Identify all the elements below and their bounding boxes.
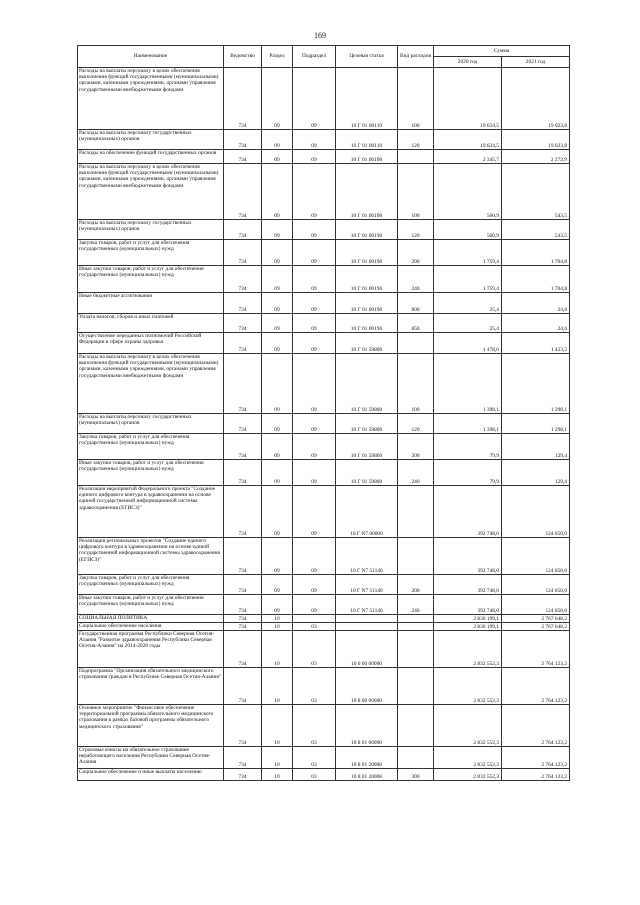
cell-sum-2020: 2 836 199,1 xyxy=(434,623,502,631)
cell-podrazdel: 09 xyxy=(293,460,336,486)
cell-name: Расходы на выплаты персоналу в целях обеспечения выполнения функций государственными (муниципальными) органами, казенными учреждениями, органами управления государственными внебюджетными фондами xyxy=(78,354,224,414)
table-row xyxy=(78,240,570,266)
cell-razdel: 09 xyxy=(262,575,293,595)
cell-podrazdel: 09 xyxy=(293,333,336,354)
cell-name: Расходы на обеспечение функций государственных органов xyxy=(78,150,224,164)
cell-sum-2021: 124 850,0 xyxy=(502,575,570,595)
table-row xyxy=(78,747,570,769)
cell-sum-2020: 560,9 xyxy=(434,164,502,220)
cell-podrazdel: 09 xyxy=(293,164,336,220)
cell-tselevaya-statya: 10 0 00 00000 xyxy=(336,631,398,668)
header-razdel: Раздел xyxy=(262,46,293,68)
cell-tselevaya-statya: 10 Г 01 00110 xyxy=(336,130,398,150)
cell-vid-rashodov xyxy=(398,333,434,354)
cell-vid-rashodov xyxy=(398,538,434,575)
cell-sum-2021: 1 704,8 xyxy=(502,240,570,266)
cell-sum-2021: 1 704,8 xyxy=(502,266,570,293)
cell-tselevaya-statya: 10 Г N7 51140 xyxy=(336,538,398,575)
cell-podrazdel: 09 xyxy=(293,354,336,414)
cell-tselevaya-statya xyxy=(336,623,398,631)
cell-vid-rashodov: 800 xyxy=(398,293,434,314)
cell-vid-rashodov xyxy=(398,747,434,769)
cell-tselevaya-statya: 10 Г 01 00190 xyxy=(336,150,398,164)
cell-name: Расходы на выплаты персоналу в целях обеспечения выполнения функций государственными (муниципальными) органами, казенными учреждениями, органами управления государственными внебюджетными фондами xyxy=(78,68,224,130)
header-name: Наименование xyxy=(78,46,224,68)
cell-vedomstvo: 734 xyxy=(224,575,262,595)
cell-sum-2020: 79,9 xyxy=(434,434,502,460)
cell-sum-2020: 2 832 552,3 xyxy=(434,668,502,705)
header-podrazdel: Подраздел xyxy=(293,46,336,68)
cell-podrazdel: 03 xyxy=(293,623,336,631)
cell-tselevaya-statya: 10 Г 01 59800 xyxy=(336,333,398,354)
header-year-2021: 2021 год xyxy=(502,57,570,68)
table-row xyxy=(78,631,570,668)
cell-name: Расходы на выплаты персоналу в целях обеспечения выполнения функций государственными (муниципальными) органами, казенными учреждениями, органами управления государственными внебюджетными фондами xyxy=(78,164,224,220)
table-row xyxy=(78,595,570,615)
cell-razdel: 10 xyxy=(262,769,293,781)
cell-vid-rashodov: 120 xyxy=(398,130,434,150)
cell-podrazdel: 09 xyxy=(293,314,336,333)
cell-podrazdel: 03 xyxy=(293,668,336,705)
cell-podrazdel: 09 xyxy=(293,486,336,538)
cell-vedomstvo: 734 xyxy=(224,333,262,354)
table-row xyxy=(78,623,570,631)
cell-sum-2020: 1 398,1 xyxy=(434,414,502,434)
cell-sum-2020: 392 748,0 xyxy=(434,486,502,538)
cell-vid-rashodov xyxy=(398,150,434,164)
cell-vid-rashodov: 200 xyxy=(398,434,434,460)
cell-sum-2021: 129,4 xyxy=(502,460,570,486)
table-row xyxy=(78,460,570,486)
cell-sum-2020: 2 832 552,3 xyxy=(434,631,502,668)
cell-tselevaya-statya: 10 Г 01 59800 xyxy=(336,460,398,486)
cell-name: Уплата налогов, сборов и иных платежей xyxy=(78,314,224,333)
cell-razdel: 09 xyxy=(262,333,293,354)
cell-razdel: 09 xyxy=(262,68,293,130)
cell-sum-2020: 19 634,5 xyxy=(434,68,502,130)
cell-vid-rashodov: 100 xyxy=(398,164,434,220)
cell-sum-2020: 25,4 xyxy=(434,314,502,333)
cell-name: Реализация региональных проектов "Создание единого цифрового контура в здравоохранении на основе единой государственной информационной системы здравоохранения (ЕГИСЗ)" xyxy=(78,538,224,575)
table-row xyxy=(78,220,570,240)
table-row xyxy=(78,150,570,164)
cell-razdel: 09 xyxy=(262,130,293,150)
cell-tselevaya-statya: 10 Г 01 00190 xyxy=(336,266,398,293)
cell-vedomstvo: 734 xyxy=(224,705,262,747)
cell-sum-2021: 2 272,9 xyxy=(502,150,570,164)
cell-tselevaya-statya: 10 Г 01 00190 xyxy=(336,293,398,314)
cell-sum-2020: 1 759,4 xyxy=(434,240,502,266)
cell-sum-2021: 1 298,1 xyxy=(502,414,570,434)
cell-name: Закупка товаров, работ и услуг для обеспечения государственных (муниципальных) нужд xyxy=(78,240,224,266)
cell-tselevaya-statya: 10 Г 01 00110 xyxy=(336,68,398,130)
cell-podrazdel: 09 xyxy=(293,538,336,575)
cell-razdel: 10 xyxy=(262,623,293,631)
cell-name: СОЦИАЛЬНАЯ ПОЛИТИКА xyxy=(78,615,224,623)
cell-name: Иные закупки товаров, работ и услуг для обеспечения государственных (муниципальных) нужд xyxy=(78,266,224,293)
cell-podrazdel: 09 xyxy=(293,434,336,460)
header-summa: Сумма xyxy=(434,46,570,57)
cell-podrazdel: 03 xyxy=(293,705,336,747)
cell-sum-2021: 2 764 123,2 xyxy=(502,668,570,705)
cell-razdel: 09 xyxy=(262,240,293,266)
cell-vedomstvo: 734 xyxy=(224,220,262,240)
cell-sum-2020: 1 759,4 xyxy=(434,266,502,293)
cell-vid-rashodov xyxy=(398,705,434,747)
cell-vedomstvo: 734 xyxy=(224,266,262,293)
cell-razdel: 09 xyxy=(262,434,293,460)
cell-tselevaya-statya: 10 8 01 20008 xyxy=(336,747,398,769)
table-row xyxy=(78,293,570,314)
cell-vedomstvo: 734 xyxy=(224,615,262,623)
cell-razdel: 09 xyxy=(262,595,293,615)
header-vedomstvo: Ведомство xyxy=(224,46,262,68)
cell-tselevaya-statya: 10 8 01 20008 xyxy=(336,769,398,781)
cell-name: Иные закупки товаров, работ и услуг для обеспечения государственных (муниципальных) нужд xyxy=(78,460,224,486)
cell-podrazdel: 03 xyxy=(293,769,336,781)
cell-razdel: 10 xyxy=(262,631,293,668)
cell-razdel: 09 xyxy=(262,538,293,575)
cell-vedomstvo: 734 xyxy=(224,631,262,668)
cell-name: Закупка товаров, работ и услуг для обеспечения государственных (муниципальных) нужд xyxy=(78,434,224,460)
table-row xyxy=(78,538,570,575)
table-row xyxy=(78,434,570,460)
cell-podrazdel: 09 xyxy=(293,595,336,615)
table-row xyxy=(78,314,570,333)
page-number: 169 xyxy=(314,31,326,40)
cell-sum-2021: 129,4 xyxy=(502,434,570,460)
cell-sum-2021: 124 850,0 xyxy=(502,486,570,538)
cell-sum-2021: 2 767 648,2 xyxy=(502,623,570,631)
cell-podrazdel: 09 xyxy=(293,68,336,130)
cell-vedomstvo: 734 xyxy=(224,460,262,486)
cell-tselevaya-statya: 10 Г N7 51140 xyxy=(336,595,398,615)
cell-podrazdel: 03 xyxy=(293,747,336,769)
cell-vid-rashodov: 200 xyxy=(398,575,434,595)
cell-name: Основное мероприятие "Финансовое обеспечение территориальной программы обязательного медицинского страхования в рамках базовой программы обязательного медицинского страхования" xyxy=(78,705,224,747)
cell-vid-rashodov: 100 xyxy=(398,354,434,414)
cell-vedomstvo: 734 xyxy=(224,623,262,631)
cell-sum-2020: 19 634,5 xyxy=(434,130,502,150)
cell-sum-2021: 2 764 123,2 xyxy=(502,631,570,668)
cell-sum-2020: 2 345,7 xyxy=(434,150,502,164)
cell-razdel: 09 xyxy=(262,486,293,538)
cell-vid-rashodov xyxy=(398,668,434,705)
table-row xyxy=(78,164,570,220)
cell-sum-2021: 1 298,1 xyxy=(502,354,570,414)
header-vid-rashodov: Вид расходов xyxy=(398,46,434,68)
cell-vid-rashodov: 120 xyxy=(398,220,434,240)
cell-razdel: 09 xyxy=(262,150,293,164)
cell-vedomstvo: 734 xyxy=(224,240,262,266)
cell-sum-2021: 124 850,0 xyxy=(502,538,570,575)
cell-vid-rashodov: 850 xyxy=(398,314,434,333)
table-row xyxy=(78,769,570,781)
cell-razdel: 09 xyxy=(262,164,293,220)
cell-vedomstvo: 734 xyxy=(224,68,262,130)
table-row xyxy=(78,615,570,623)
cell-vid-rashodov: 240 xyxy=(398,460,434,486)
table-row xyxy=(78,266,570,293)
table-row xyxy=(78,130,570,150)
cell-razdel: 09 xyxy=(262,460,293,486)
cell-vid-rashodov: 240 xyxy=(398,266,434,293)
cell-razdel: 09 xyxy=(262,220,293,240)
cell-sum-2020: 392 748,0 xyxy=(434,575,502,595)
cell-vid-rashodov xyxy=(398,631,434,668)
cell-sum-2021: 24,6 xyxy=(502,314,570,333)
cell-sum-2021: 2 764 123,2 xyxy=(502,769,570,781)
cell-name: Иные бюджетные ассигнования xyxy=(78,293,224,314)
cell-razdel: 09 xyxy=(262,293,293,314)
cell-tselevaya-statya: 10 Г 01 59800 xyxy=(336,414,398,434)
table-row xyxy=(78,705,570,747)
cell-razdel: 09 xyxy=(262,314,293,333)
cell-podrazdel: 09 xyxy=(293,266,336,293)
cell-vedomstvo: 734 xyxy=(224,747,262,769)
cell-vedomstvo: 734 xyxy=(224,668,262,705)
cell-vid-rashodov: 100 xyxy=(398,68,434,130)
cell-razdel: 10 xyxy=(262,747,293,769)
cell-name: Подпрограмма "Организация обязательного медицинского страхования граждан в Республике Северная Осетия-Алания" xyxy=(78,668,224,705)
cell-vedomstvo: 734 xyxy=(224,538,262,575)
cell-tselevaya-statya: 10 Г N7 00000 xyxy=(336,486,398,538)
cell-podrazdel: 09 xyxy=(293,240,336,266)
table-row xyxy=(78,668,570,705)
cell-sum-2021: 2 767 648,2 xyxy=(502,615,570,623)
table-row xyxy=(78,354,570,414)
cell-vedomstvo: 734 xyxy=(224,354,262,414)
cell-name: Страховые взносы на обязательное страхование неработающего населения Республики Северная Осетия-Алания xyxy=(78,747,224,769)
cell-name: Иные закупки товаров, работ и услуг для обеспечения государственных (муниципальных) нужд xyxy=(78,595,224,615)
cell-name: Социальное обеспечение и иные выплаты населению xyxy=(78,769,224,781)
cell-sum-2020: 392 748,0 xyxy=(434,538,502,575)
cell-name: Социальное обеспечение населения xyxy=(78,623,224,631)
cell-vedomstvo: 734 xyxy=(224,293,262,314)
cell-tselevaya-statya: 10 8 00 00000 xyxy=(336,668,398,705)
cell-vid-rashodov: 200 xyxy=(398,240,434,266)
cell-sum-2021: 19 023,8 xyxy=(502,130,570,150)
table-body xyxy=(78,68,570,781)
cell-tselevaya-statya xyxy=(336,615,398,623)
cell-vedomstvo: 734 xyxy=(224,769,262,781)
cell-tselevaya-statya: 10 Г 01 59800 xyxy=(336,434,398,460)
cell-tselevaya-statya: 10 Г 01 59800 xyxy=(336,354,398,414)
cell-podrazdel xyxy=(293,615,336,623)
header-tselevaya-statya: Целевая статья xyxy=(336,46,398,68)
cell-vedomstvo: 734 xyxy=(224,130,262,150)
cell-podrazdel: 09 xyxy=(293,220,336,240)
cell-podrazdel: 09 xyxy=(293,150,336,164)
cell-vedomstvo: 734 xyxy=(224,314,262,333)
cell-sum-2020: 25,4 xyxy=(434,293,502,314)
table-header xyxy=(78,46,570,68)
cell-vid-rashodov: 120 xyxy=(398,414,434,434)
cell-tselevaya-statya: 10 Г 01 00190 xyxy=(336,164,398,220)
cell-sum-2021: 543,5 xyxy=(502,220,570,240)
cell-razdel: 09 xyxy=(262,266,293,293)
cell-vedomstvo: 734 xyxy=(224,150,262,164)
header-year-2020: 2020 год xyxy=(434,57,502,68)
cell-name: Закупка товаров, работ и услуг для обеспечения государственных (муниципальных) нужд xyxy=(78,575,224,595)
table-row xyxy=(78,414,570,434)
cell-razdel: 10 xyxy=(262,705,293,747)
table-row xyxy=(78,333,570,354)
cell-sum-2020: 1 398,1 xyxy=(434,354,502,414)
cell-vedomstvo: 734 xyxy=(224,414,262,434)
cell-sum-2021: 24,6 xyxy=(502,293,570,314)
cell-name: Реализация мероприятий Федерального проекта "Создание единого цифрового контура в здравоохранении на основе единой государственной информационной системы здравоохранения (ЕГИСЗ)" xyxy=(78,486,224,538)
cell-vid-rashodov xyxy=(398,623,434,631)
cell-vedomstvo: 734 xyxy=(224,486,262,538)
table-row xyxy=(78,575,570,595)
cell-sum-2021: 124 850,0 xyxy=(502,595,570,615)
cell-name: Расходы на выплаты персоналу государственных (муниципальных) органов xyxy=(78,414,224,434)
table-row xyxy=(78,486,570,538)
cell-podrazdel: 09 xyxy=(293,414,336,434)
cell-sum-2021: 543,5 xyxy=(502,164,570,220)
cell-sum-2020: 2 832 552,3 xyxy=(434,705,502,747)
cell-name: Осуществление переданных полномочий Российской Федерации в сфере охраны здоровья xyxy=(78,333,224,354)
cell-tselevaya-statya: 10 Г N7 51140 xyxy=(336,575,398,595)
cell-podrazdel: 09 xyxy=(293,130,336,150)
cell-vedomstvo: 734 xyxy=(224,595,262,615)
cell-sum-2021: 2 764 123,2 xyxy=(502,705,570,747)
cell-vedomstvo: 734 xyxy=(224,434,262,460)
cell-sum-2020: 2 832 552,3 xyxy=(434,747,502,769)
cell-tselevaya-statya: 10 Г 01 00190 xyxy=(336,220,398,240)
cell-podrazdel: 03 xyxy=(293,631,336,668)
cell-sum-2021: 19 023,8 xyxy=(502,68,570,130)
cell-vedomstvo: 734 xyxy=(224,164,262,220)
cell-sum-2021: 2 764 123,2 xyxy=(502,747,570,769)
cell-razdel: 09 xyxy=(262,354,293,414)
cell-vid-rashodov xyxy=(398,486,434,538)
cell-podrazdel: 09 xyxy=(293,575,336,595)
cell-vid-rashodov xyxy=(398,615,434,623)
cell-podrazdel: 09 xyxy=(293,293,336,314)
cell-razdel: 10 xyxy=(262,668,293,705)
cell-name: Государственная программа Республики Северная Осетия-Алания "Развитие здравоохранения Республики Северная Осетия-Алания" на 2014-2020 годы xyxy=(78,631,224,668)
cell-sum-2020: 79,9 xyxy=(434,460,502,486)
cell-sum-2021: 1 423,5 xyxy=(502,333,570,354)
cell-razdel: 09 xyxy=(262,414,293,434)
cell-vid-rashodov: 300 xyxy=(398,769,434,781)
cell-sum-2020: 2 836 199,1 xyxy=(434,615,502,623)
cell-sum-2020: 1 478,0 xyxy=(434,333,502,354)
cell-tselevaya-statya: 10 Г 01 00190 xyxy=(336,314,398,333)
cell-name: Расходы на выплаты персоналу государственных (муниципальных) органов xyxy=(78,220,224,240)
cell-vid-rashodov: 240 xyxy=(398,595,434,615)
table-row xyxy=(78,68,570,130)
budget-table xyxy=(77,45,570,781)
cell-tselevaya-statya: 10 Г 01 00190 xyxy=(336,240,398,266)
cell-tselevaya-statya: 10 8 01 00000 xyxy=(336,705,398,747)
cell-name: Расходы на выплаты персоналу государственных (муниципальных) органов xyxy=(78,130,224,150)
cell-sum-2020: 392 748,0 xyxy=(434,595,502,615)
cell-razdel: 10 xyxy=(262,615,293,623)
cell-sum-2020: 560,9 xyxy=(434,220,502,240)
cell-sum-2020: 2 832 552,3 xyxy=(434,769,502,781)
